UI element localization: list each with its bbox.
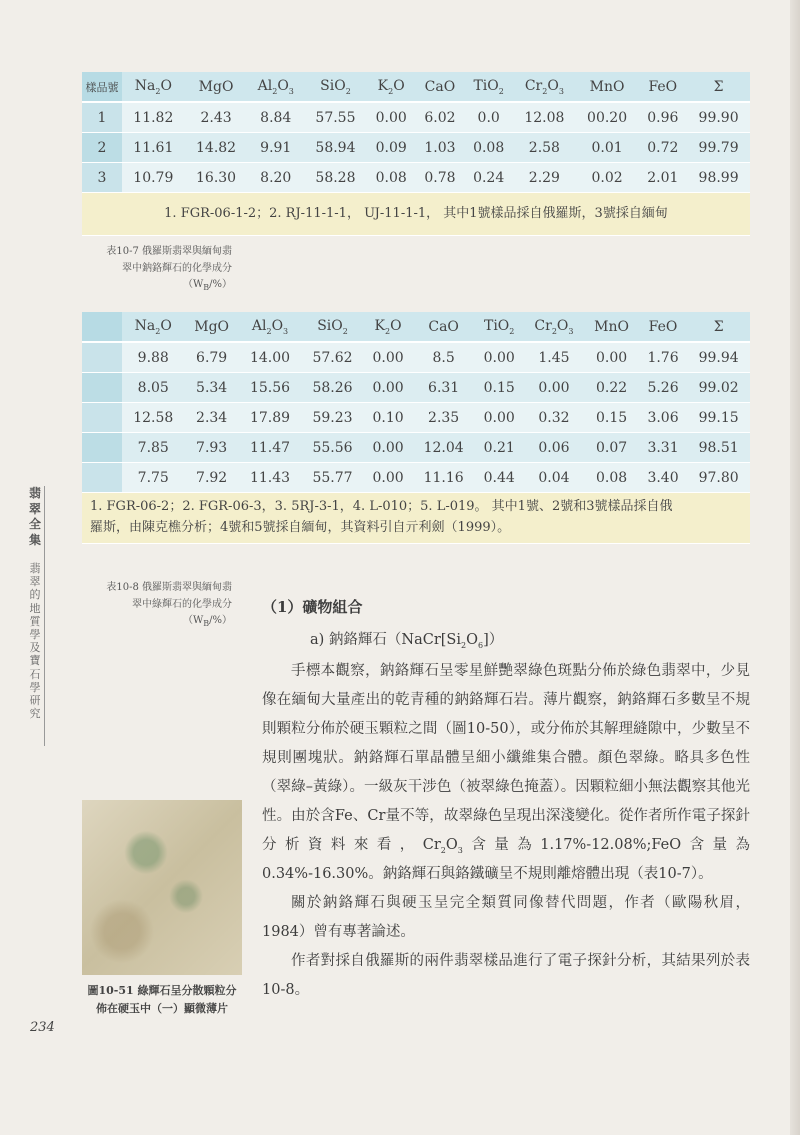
table-cell: 16.30 bbox=[185, 163, 248, 193]
table-cell: 57.55 bbox=[304, 103, 367, 133]
table-caption-1 bbox=[82, 244, 232, 294]
table-cell: 7.92 bbox=[185, 463, 239, 493]
table-cell: 9.91 bbox=[247, 133, 304, 163]
row-index: 3 bbox=[82, 163, 122, 193]
table-cell: 0.0 bbox=[464, 103, 513, 133]
section-heading: （1）礦物組合 bbox=[262, 598, 363, 616]
column-header: CaO bbox=[412, 312, 475, 343]
table-cell: 12.04 bbox=[412, 433, 475, 463]
table-cell: 0.24 bbox=[464, 163, 513, 193]
table-header-row bbox=[82, 72, 750, 103]
column-header: $Al_2O_3$ bbox=[247, 72, 304, 103]
table-cell: 14.82 bbox=[185, 133, 248, 163]
table-note bbox=[82, 493, 750, 544]
page-edge bbox=[790, 0, 800, 1135]
table-cell: 3.06 bbox=[639, 403, 688, 433]
table-cell: 0.02 bbox=[576, 163, 639, 193]
side-divider bbox=[44, 486, 45, 746]
table-cell: 99.79 bbox=[687, 133, 750, 163]
table-cell: 99.02 bbox=[687, 373, 750, 403]
column-header: $Cr_2O_3$ bbox=[523, 312, 584, 343]
row-index: 2 bbox=[82, 133, 122, 163]
column-header: FeO bbox=[639, 312, 688, 343]
column-header: TiO$_2$ bbox=[464, 72, 513, 103]
chemical-table-2 bbox=[82, 312, 750, 544]
caption-line: 圖10-51 綠輝石呈分散顆粒分 bbox=[87, 984, 237, 997]
table-note-row bbox=[82, 493, 750, 544]
column-header: TiO$_2$ bbox=[475, 312, 524, 343]
table-caption-2 bbox=[82, 580, 232, 630]
table-cell: 2.29 bbox=[513, 163, 576, 193]
column-header: $Cr_2O_3$ bbox=[513, 72, 576, 103]
table-cell: 0.15 bbox=[475, 373, 524, 403]
table-cell: 0.10 bbox=[364, 403, 413, 433]
table-cell: 0.06 bbox=[523, 433, 584, 463]
table-cell: 0.00 bbox=[364, 373, 413, 403]
table-cell: 97.80 bbox=[687, 463, 750, 493]
table-cell: 11.43 bbox=[239, 463, 302, 493]
table-cell: 99.15 bbox=[687, 403, 750, 433]
table-row bbox=[82, 463, 750, 493]
table-cell: 0.00 bbox=[364, 433, 413, 463]
table-cell: 99.94 bbox=[687, 343, 750, 373]
table-cell: 6.31 bbox=[412, 373, 475, 403]
table-cell: 58.94 bbox=[304, 133, 367, 163]
table-note-line: 羅斯，由陳克樵分析；4號和5號採自緬甸，其資料引自亓利劍（1999）。 bbox=[90, 519, 511, 535]
table-cell: 0.21 bbox=[475, 433, 524, 463]
table-note-line: 1. FGR-06-2；2. FGR-06-3，3. 5RJ-3-1，4. L-010；5. L-019。 其中1號、2號和3號樣品採自俄 bbox=[90, 499, 673, 514]
table-cell: 0.00 bbox=[364, 343, 413, 373]
table-cell: 11.16 bbox=[412, 463, 475, 493]
column-header: $Na_2O$ bbox=[122, 72, 185, 103]
table-cell: 2.01 bbox=[638, 163, 687, 193]
caption-line: 表10-8 俄羅斯翡翠與緬甸翡 bbox=[106, 582, 232, 593]
table-cell: 0.72 bbox=[638, 133, 687, 163]
table-cell: 7.75 bbox=[122, 463, 185, 493]
page-number: 234 bbox=[30, 1020, 55, 1035]
column-header: FeO bbox=[638, 72, 687, 103]
table-cell: 1.03 bbox=[416, 133, 465, 163]
column-header: SiO$_2$ bbox=[304, 72, 367, 103]
table-row bbox=[82, 103, 750, 133]
index-header: 樣品號 bbox=[82, 72, 122, 103]
table-cell: 9.88 bbox=[122, 343, 185, 373]
table-cell: 0.78 bbox=[416, 163, 465, 193]
table-cell: 15.56 bbox=[239, 373, 302, 403]
table-cell: 99.90 bbox=[687, 103, 750, 133]
table-cell: 6.02 bbox=[416, 103, 465, 133]
table-cell: 8.84 bbox=[247, 103, 304, 133]
column-header: SiO$_2$ bbox=[301, 312, 364, 343]
table-cell: 17.89 bbox=[239, 403, 302, 433]
table-cell: 6.79 bbox=[185, 343, 239, 373]
table-cell: 2.58 bbox=[513, 133, 576, 163]
table-cell: 59.23 bbox=[301, 403, 364, 433]
thin-section-photo bbox=[82, 800, 242, 975]
table-cell: 0.00 bbox=[584, 343, 638, 373]
table-cell: 0.00 bbox=[475, 403, 524, 433]
table-row bbox=[82, 403, 750, 433]
table-cell: 12.58 bbox=[122, 403, 185, 433]
caption-line: 翠中綠輝石的化學成分 bbox=[132, 598, 232, 610]
column-header: Σ bbox=[687, 72, 750, 103]
table-cell: 1.76 bbox=[639, 343, 688, 373]
table-cell: 0.00 bbox=[364, 463, 413, 493]
table-cell: 11.47 bbox=[239, 433, 302, 463]
column-header: MnO bbox=[584, 312, 638, 343]
row-index bbox=[82, 463, 122, 493]
table-cell: 00.20 bbox=[576, 103, 639, 133]
table-row bbox=[82, 133, 750, 163]
table-cell: 2.35 bbox=[412, 403, 475, 433]
table-cell: 98.99 bbox=[687, 163, 750, 193]
table-cell: 0.15 bbox=[584, 403, 638, 433]
table-cell: 0.96 bbox=[638, 103, 687, 133]
body-text bbox=[262, 592, 750, 1005]
table-cell: 3.40 bbox=[639, 463, 688, 493]
table-cell: 0.00 bbox=[475, 343, 524, 373]
column-header: CaO bbox=[416, 72, 465, 103]
table-cell: 0.07 bbox=[584, 433, 638, 463]
column-header: $K_2O$ bbox=[364, 312, 413, 343]
table-cell: 98.51 bbox=[687, 433, 750, 463]
paragraph: 作者對採自俄羅斯的兩件翡翠樣品進行了電子探針分析，其結果列於表10-8。 bbox=[262, 953, 750, 998]
row-index: 1 bbox=[82, 103, 122, 133]
table-cell: 5.34 bbox=[185, 373, 239, 403]
row-index bbox=[82, 343, 122, 373]
caption-line: $(W_B/\%)$ bbox=[182, 615, 232, 628]
caption-line: 佈在硬玉中（一）顯微薄片 bbox=[96, 1001, 228, 1015]
photo-caption bbox=[82, 982, 242, 1017]
table-cell: 0.22 bbox=[584, 373, 638, 403]
table-cell: 2.34 bbox=[185, 403, 239, 433]
table-cell: 7.93 bbox=[185, 433, 239, 463]
column-header: MgO bbox=[185, 312, 239, 343]
table-cell: 12.08 bbox=[513, 103, 576, 133]
table-cell: 5.26 bbox=[639, 373, 688, 403]
caption-line: 表10-7 俄羅斯翡翠與緬甸翡 bbox=[106, 246, 232, 257]
table-cell: 0.00 bbox=[523, 373, 584, 403]
table-header-row bbox=[82, 312, 750, 343]
table-cell: 1.45 bbox=[523, 343, 584, 373]
table-row bbox=[82, 373, 750, 403]
column-header: MgO bbox=[185, 72, 248, 103]
table-cell: 2.43 bbox=[185, 103, 248, 133]
table-row bbox=[82, 343, 750, 373]
table-cell: 0.44 bbox=[475, 463, 524, 493]
paragraph: 手標本觀察，鈉鉻輝石呈零星鮮艷翠綠色斑點分佈於綠色翡翠中，少見像在緬甸大量產出的乾青種的鈉鉻輝石岩。薄片觀察，鈉鉻輝石多數呈不規則顆粒分佈於硬玉顆粒之間（圖10-50），或分佈於其解理縫隙中，少數呈不規則團塊狀。鈉鉻輝石單晶體呈細小纖維集合體。顏色翠綠。略具多色性（翠綠–黃綠）。一級灰干涉色（被翠綠色掩蓋）。因顆粒細小無法觀察其他光性。由於含Fe、Cr量不等，故翠綠色呈現出深淺變化。從作者所作電子探針分析資料來看，$Cr_2O_3$含量為1.17%-12.08%;FeO含量為0.34%-16.30%。鈉鉻輝石與鉻鐵礦呈不規則離熔體出現（表10-7）。 bbox=[262, 663, 751, 882]
table-cell: 0.08 bbox=[584, 463, 638, 493]
table-cell: 0.08 bbox=[367, 163, 416, 193]
row-index bbox=[82, 373, 122, 403]
paragraph: 關於鈉鉻輝石與硬玉呈完全類質同像替代問題，作者（歐陽秋眉，1984）曾有專著論述。 bbox=[262, 895, 750, 940]
table-row bbox=[82, 433, 750, 463]
caption-line: $(W_B/\%)$ bbox=[182, 279, 232, 292]
book-title-vertical: 翡翠全集 bbox=[28, 486, 41, 547]
table-cell: 0.08 bbox=[464, 133, 513, 163]
table-cell: 11.82 bbox=[122, 103, 185, 133]
table-cell: 8.05 bbox=[122, 373, 185, 403]
index-header bbox=[82, 312, 122, 343]
table-cell: 58.28 bbox=[304, 163, 367, 193]
chapter-title-vertical: 翡翠的地質學及寶石學研究 bbox=[29, 562, 41, 721]
table-cell: 58.26 bbox=[301, 373, 364, 403]
table-note: 1. FGR-06-1-2；2. RJ-11-1-1， UJ-11-1-1， 其中1號樣品採自俄羅斯，3號採自緬甸 bbox=[82, 193, 750, 236]
column-header: $Na_2O$ bbox=[122, 312, 185, 343]
column-header: $K_2O$ bbox=[367, 72, 416, 103]
table-cell: 14.00 bbox=[239, 343, 302, 373]
table-cell: 8.20 bbox=[247, 163, 304, 193]
table-cell: 0.01 bbox=[576, 133, 639, 163]
table-cell: 0.32 bbox=[523, 403, 584, 433]
table-row bbox=[82, 163, 750, 193]
column-header: MnO bbox=[576, 72, 639, 103]
chemical-table-1 bbox=[82, 72, 750, 236]
row-index bbox=[82, 403, 122, 433]
mineral-heading: a) 鈉鉻輝石$(NaCr[Si_2O_6])$ bbox=[310, 632, 504, 650]
column-header: $Al_2O_3$ bbox=[239, 312, 302, 343]
caption-line: 翠中鈉鉻輝石的化學成分 bbox=[122, 262, 232, 274]
table-note-row bbox=[82, 193, 750, 236]
table-cell: 10.79 bbox=[122, 163, 185, 193]
table-cell: 11.61 bbox=[122, 133, 185, 163]
table-cell: 3.31 bbox=[639, 433, 688, 463]
table-cell: 55.56 bbox=[301, 433, 364, 463]
column-header: Σ bbox=[687, 312, 750, 343]
table-cell: 8.5 bbox=[412, 343, 475, 373]
row-index bbox=[82, 433, 122, 463]
table-cell: 55.77 bbox=[301, 463, 364, 493]
table-cell: 7.85 bbox=[122, 433, 185, 463]
table-cell: 0.09 bbox=[367, 133, 416, 163]
table-cell: 0.00 bbox=[367, 103, 416, 133]
table-cell: 0.04 bbox=[523, 463, 584, 493]
table-cell: 57.62 bbox=[301, 343, 364, 373]
